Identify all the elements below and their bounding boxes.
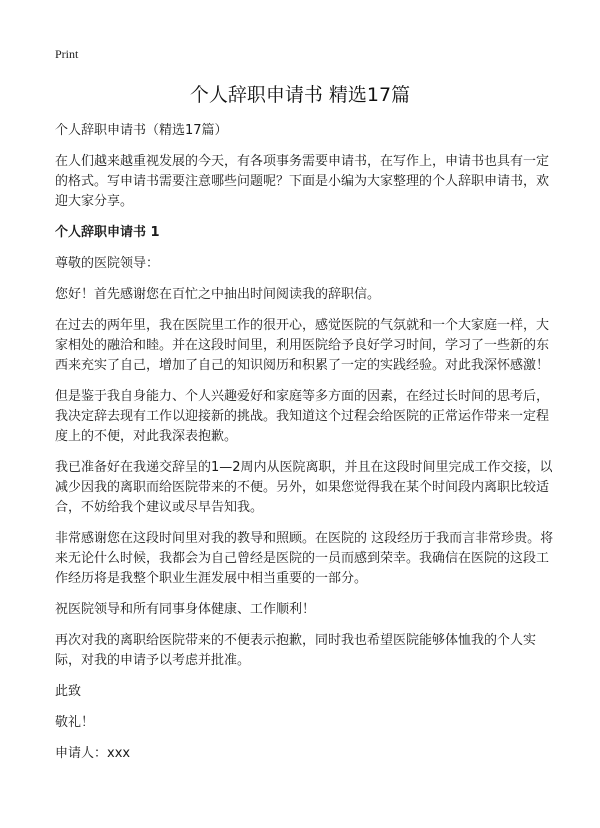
doc-subtitle: 个人辞职申请书（精选17篇） — [55, 123, 228, 138]
signature-line: 申请人：xxx — [55, 746, 131, 761]
intro-paragraph: 在人们越来越重视发展的今天，有各项事务需要申请书，在写作上，申请书也具有一定的格式。写申请书需要注意哪些问题呢？下面是小编为大家整理的个人辞职申请书，欢迎大家分享。 — [55, 154, 550, 209]
closing-line-1: 此致 — [55, 684, 82, 699]
body-paragraph-5: 再次对我的离职给医院带来的不便表示抱歉，同时我也希望医院能够体恤我的个人实际，对我的申请予以考虑并批准。 — [55, 633, 537, 668]
body-paragraph-3: 我已准备好在我递交辞呈的1—2周内从医院离职，并且在这段时间里完成工作交接，以减少因我的离职而给医院带来的不便。另外，如果您觉得我在某个时间段内离职比较适合，不妨给我个建议或尽早告知我。 — [55, 460, 553, 515]
body-paragraph-2: 但是鉴于我自身能力、个人兴趣爱好和家庭等多方面的因素，在经过长时间的思考后，我决定辞去现有工作以迎接新的挑战。我知道这个过程会给医院的正常运作带来一定程度上的不便，对此我深表抱歉。 — [55, 389, 550, 444]
section-heading: 个人辞职申请书 1 — [55, 225, 160, 240]
closing-line-2: 敬礼！ — [55, 715, 95, 730]
salutation: 尊敬的医院领导： — [55, 256, 160, 271]
document-body — [55, 121, 555, 775]
greeting-paragraph: 您好！首先感谢您在百忙之中抽出时间阅读我的辞职信。 — [55, 287, 381, 302]
print-label[interactable]: Print — [55, 47, 79, 61]
body-paragraph-4: 非常感谢您在这段时间里对我的教导和照顾。在医院的 这段经历于我而言非常珍贵。将来无论什么时候，我都会为自己曾经是医院的一员而感到荣幸。我确信在医院的这段工作经历将是我整个职业生涯发展中相当重要的一部分。 — [55, 531, 554, 586]
wish-paragraph: 祝医院领导和所有同事身体健康、工作顺利！ — [55, 602, 316, 617]
body-paragraph-1: 在过去的两年里，我在医院里工作的很开心，感觉医院的气氛就和一个大家庭一样，大家相处的融洽和睦。并在这段时间里，利用医院给予良好学习时间，学习了一些新的东西来充实了自己，增加了自己的知识阅历和积累了一定的实践经验。对此我深怀感激！ — [55, 318, 550, 373]
page-title: 个人辞职申请书 精选17篇 — [189, 84, 411, 106]
